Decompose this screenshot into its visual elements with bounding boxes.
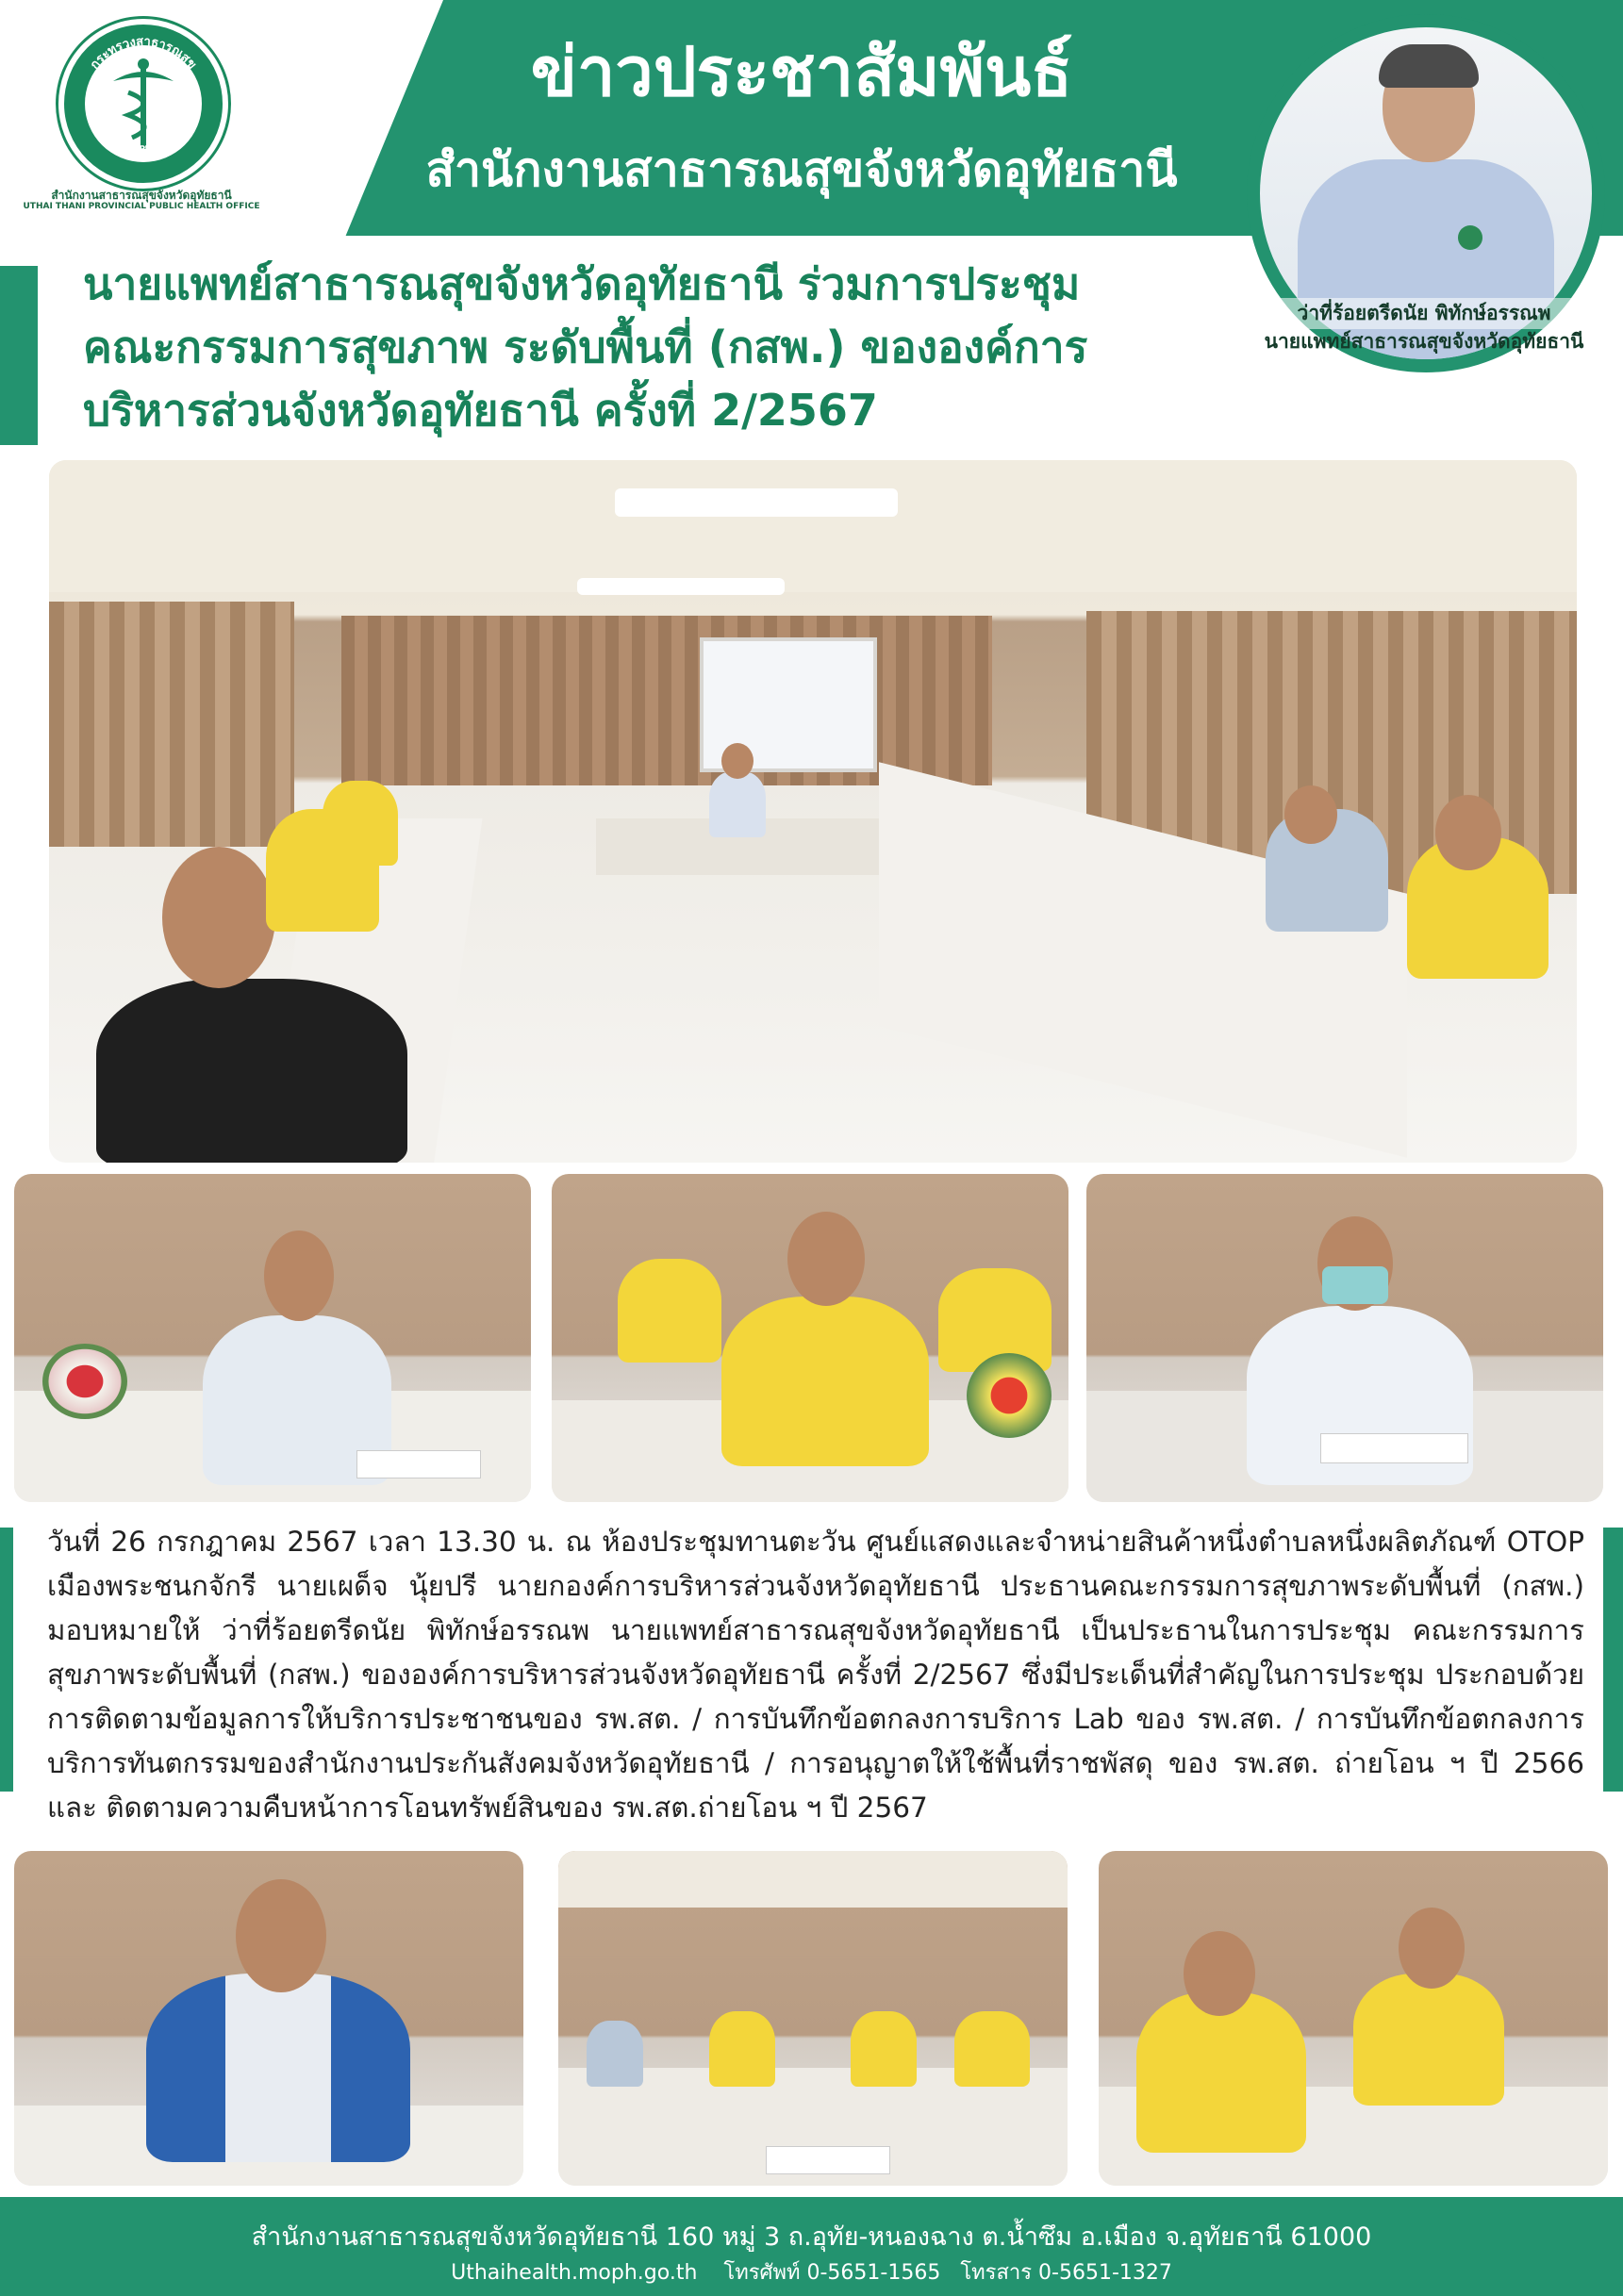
footer-phone: โทรศัพท์ 0-5651-1565 (723, 2261, 941, 2285)
logo-ring-text (64, 25, 223, 183)
ministry-logo (58, 19, 228, 189)
photo-ceiling (558, 1851, 1068, 1908)
headline-line-2: คณะกรรมการสุขภาพ ระดับพื้นที่ (กสพ.) ขององค์การ (83, 322, 1088, 372)
photo-person-yellow (618, 1259, 721, 1363)
photo-person-yellow (709, 2011, 775, 2087)
photo-person-head (721, 743, 754, 779)
photo-person-head (236, 1879, 326, 1992)
photo-person-head (264, 1231, 334, 1321)
photo-person-head (787, 1212, 865, 1306)
photo-ceiling (49, 460, 1577, 592)
photo-curtain (341, 616, 992, 785)
footer-fax: โทรสาร 0-5651-1327 (960, 2261, 1172, 2285)
photo-person-yellow (1136, 1992, 1306, 2153)
portrait-badge (1458, 225, 1482, 250)
photo-person-yellow (1353, 1974, 1504, 2106)
photo-person-yellow (323, 781, 398, 866)
photo-participants-2 (1086, 1174, 1603, 1502)
headline (83, 253, 1243, 442)
footer-contact (0, 2255, 1623, 2288)
photo-ceiling-light (577, 578, 785, 595)
body-accent-bar-right (1603, 1528, 1623, 1792)
headline-line-3: บริหารส่วนจังหวัดอุทัยธานี ครั้งที่ 2/2567 (83, 385, 878, 436)
photo-flowers (42, 1344, 127, 1419)
photo-participants-1 (552, 1174, 1068, 1502)
photo-person-yellow (721, 1297, 929, 1466)
photo-name-plate (766, 2146, 890, 2174)
photo-flowers (967, 1353, 1052, 1438)
svg-text:กระทรวงสาธารณสุข: กระทรวงสาธารณสุข (87, 34, 199, 73)
photo-speaker (14, 1851, 523, 2186)
photo-ceiling-light (615, 488, 898, 517)
photo-person-chair (709, 771, 766, 837)
photo-person-yellow (954, 2011, 1030, 2087)
photo-person-head (1284, 785, 1337, 844)
news-body: วันที่ 26 กรกฎาคม 2567 เวลา 13.30 น. ณ ห้องประชุมทานตะวัน ศูนย์แสดงและจำหน่ายสินค้าหนึ่งตำบลหนึ่งผลิตภัณฑ์ OTOP เมืองพระชนกจักรี นายเผด็จ นุ้ยปรี นายกองค์การบริหารส่วนจังหวัดอุทัยธานี ประธานคณะกรรมการสุขภาพระดับพื้นที่ (กสพ.) มอบหมายให้ ว่าที่ร้อยตรีดนัย พิทักษ์อรรณพ นายแพทย์สาธารณสุขจังหวัดอุทัยธานี เป็นประธานในการประชุม คณะกรรมการสุขภาพระดับพื้นที่ (กสพ.) ขององค์การบริหารส่วนจังหวัดอุทัยธานี ครั้งที่ 2/2567 ซึ่งมีประเด็นที่สำคัญในการประชุม ประกอบด้วย การติดตามข้อมูลการให้บริการประชาชนของ รพ.สต. / การบันทึกข้อตกลงการบริการ Lab ของ รพ.สต. / การบันทึกข้อตกลงการบริการทันตกรรมของสำนักงานประกันสังคมจังหวัดอุทัยธานี / การอนุญาตให้ใช้พื้นที่ราชพัสดุ ของ รพ.สต. ถ่ายโอน ฯ ปี 2566 และ ติดตามความคืบหน้าการโอนทรัพย์สินของ รพ.สต.ถ่ายโอน ฯ ปี 2567 (47, 1526, 1584, 1824)
headline-line-1: นายแพทย์สาธารณสุขจังหวัดอุทัยธานี ร่วมการประชุม (83, 258, 1081, 309)
photo-person-head (162, 847, 275, 988)
portrait-hair (1379, 44, 1479, 88)
photo-face-mask (1322, 1266, 1388, 1304)
director-name: ว่าที่ร้อยตรีดนัย พิทักษ์อรรณพ (1245, 298, 1603, 329)
photo-name-plate (1320, 1433, 1468, 1463)
photo-curtain-left (49, 602, 294, 847)
page-title: ข่าวประชาสัมพันธ์ (530, 32, 1073, 111)
photo-participants-3 (1099, 1851, 1608, 2186)
svg-text:MINISTRY OF PUBLIC HEALTH: MINISTRY OF PUBLIC HEALTH (88, 110, 199, 155)
photo-person-head (1435, 795, 1501, 870)
photo-person-head (1399, 1908, 1465, 1989)
photo-person-head (1184, 1931, 1255, 2016)
logo-caption-en: UTHAI THANI PROVINCIAL PUBLIC HEALTH OFFICE (23, 202, 260, 211)
photo-person (587, 2021, 643, 2087)
photo-person-speaker (146, 1974, 410, 2162)
photo-name-plate (356, 1450, 481, 1478)
body-accent-bar-left (0, 1528, 13, 1792)
main-meeting-photo (49, 460, 1577, 1163)
logo-caption-th: สำนักงานสาธารณสุขจังหวัดอุทัยธานี (51, 189, 232, 202)
footer-website[interactable]: Uthaihealth.moph.go.th (451, 2261, 698, 2285)
photo-chairman (14, 1174, 531, 1502)
photo-room-wide (558, 1851, 1068, 2186)
director-position: นายแพทย์สาธารณสุขจังหวัดอุทัยธานี (1264, 330, 1584, 353)
page-subtitle: สำนักงานสาธารณสุขจังหวัดอุทัยธานี (425, 142, 1178, 197)
photo-person-foreground (96, 979, 407, 1163)
footer-address: สำนักงานสาธารณสุขจังหวัดอุทัยธานี 160 หมู่ 3 ถ.อุทัย-หนองฉาง ต.น้ำซึม อ.เมือง จ.อุทัยธานี 61000 (251, 2222, 1372, 2252)
photo-person-yellow (851, 2011, 917, 2087)
headline-accent-bar (0, 266, 38, 445)
